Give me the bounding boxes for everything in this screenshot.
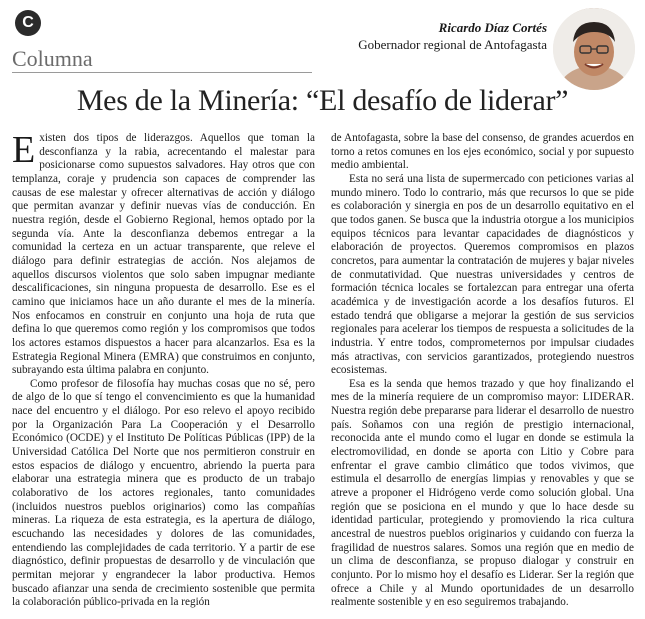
article-title: Mes de la Minería: “El desafío de liderar” xyxy=(76,84,569,117)
paragraph: Como profesor de filosofía hay muchas cosas que no sé, pero de algo de lo que sí tengo el convencimiento es que la humanidad nace del encuentro y el diálogo. Por eso relevo el apoyo recibido por la Organización Para La Cooperación y el Desarrollo Económico (OCDE) y el Instituto De Políticas Públicas (IPP) de la Universidad Católica Del Norte que nos permitieron construir en estos espacios de diálogo y encuentro, abriendo la puerta para elaborar una estrategia minera que es producto de un trabajo colaborativo de los actores regionales, tanto comunidades (incluidos nuestros pueblos originarios) como las compañías mineras. La riqueza de esta estrategia, es la apertura de diálogo, escuchando las necesidades y dolores de las comunidades, entendiendo las complejidades de cada territorio. Y a partir de ese diagnóstico, definir propuestas de desarrollo y de vinculación que permitan mejorar y engrandecer la labor productiva. Hemos buscado afianzar una senda de crecimiento sostenible que permita la colaboración público-privada en la región xyxy=(12,377,315,609)
author-name: Ricardo Díaz Cortés xyxy=(438,20,547,35)
article-column-left xyxy=(12,129,315,612)
article-body xyxy=(12,129,634,612)
author-role: Gobernador regional de Antofagasta xyxy=(358,37,547,52)
drop-cap: E xyxy=(12,129,36,171)
article-column-right xyxy=(331,132,634,612)
author-photo xyxy=(553,8,635,90)
paragraph: de Antofagasta, sobre la base del consenso, de grandes acuerdos en torno a retos comunes en los ejes económico, social y por supuesto medio ambiental. xyxy=(331,132,634,172)
section-label: Columna xyxy=(12,46,93,71)
paragraph: Existen dos tipos de liderazgos. Aquellos que toman la desconfianza y la rabia, acrecentando el malestar para posicionarse como supuestos salvadores. Hay otros que con templanza, coraje y prudencia son capaces de comprender las causas de ese malestar y ofrecer alternativas de acción y diálogo que permitan avanzar y definir nuevas vías de conducción. En nuestra región, desde el Gobierno Regional, hemos optado por la segunda vía. Ante la desconfianza debemos entregar a la comunidad la certeza en un actuar transparente, que releve el diálogo para definir estrategias de acción. Nos alejamos de aquellos discursos violentos que solo saben impugnar mediante descalificaciones, sin ninguna propuesta de desarrollo. Ese es el camino que iniciamos hace un año durante el mes de la minería. Nos enfocamos en construir en conjunto una hoja de ruta que defina lo que queremos como región y los compromisos que todos los actores estamos dispuestos a hacer para alcanzarlos. Esa es la Estrategia Regional Minera (EMRA) que construimos en conjunto, subrayando esta última palabra en conjunto. xyxy=(12,129,315,377)
column-badge: C xyxy=(15,10,41,36)
paragraph: Esta no será una lista de supermercado con peticiones varias al mundo minero. Todo lo contrario, más que recursos lo que se pide es colaboración y sinergia en pos de un desarrollo equitativo en el que todos ganen. Se busca que la industria otorgue a los municipios equipos técnicos para levantar capacidades de diagnósticos y elaboración de proyectos. Queremos compromisos en plazos concretos, para aumentar la contratación de mujeres y bajar niveles de conmutatividad. Que nuestras universidades y centros de formación técnica locales se fortalezcan para entregar una oferta académica y de investigación acorde a los desafíos futuros. El estado tendrá que obligarse a mejorar la gestión de sus servicios regionales para acelerar los tiempos de respuesta a solicitudes de la industria. Y entre todos, comprometernos por impulsar ciudades más atractivas, con servicios garantizados, protegiendo nuestros ecosistemas. xyxy=(331,172,634,377)
portrait-icon xyxy=(553,8,635,90)
column-header xyxy=(0,0,645,80)
paragraph: Esa es la senda que hemos trazado y que hoy finalizando el mes de la minería requiere de un compromiso mayor: LIDERAR. Nuestra región debe prepararse para liderar el desarrollo de nuestro país. Soñamos con una región de prestigio internacional, reconocida ante el mundo como el lugar en donde se estimula la electromovilidad, en donde se aporta con Litio y Cobre para enfrentar el grave cambio climático que todos vivimos, que estimula el desarrollo de energías limpias y renovables y que se atreve a proponer el Hidrógeno verde como solución global. Una región que se posiciona en el mundo y que lo hace desde su identidad particular, protegiendo y promoviendo la rica cultura ancestral de nuestros pueblos originarios y cuidando con fuerza la fragilidad de nuestros salares. Somos una región que en medio de un clima de desconfianza, se propuso dialogar y construir en conjunto. Por lo mismo hoy el desafío es Liderar. Ser la región que ofrece a Chile y al Mundo oportunidades de un desarrollo realmente sostenible y en eso seguiremos trabajando. xyxy=(331,377,634,609)
header-divider xyxy=(12,72,312,73)
